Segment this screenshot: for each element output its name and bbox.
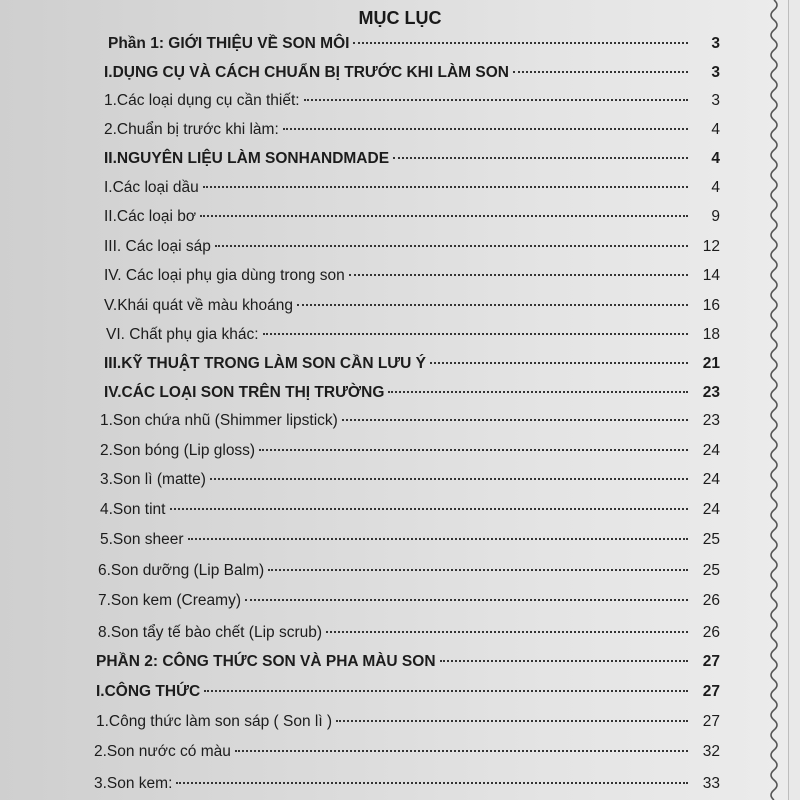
toc-entry [0,531,800,555]
toc-entry-page: 27 [702,653,720,670]
toc-entry-page: 25 [702,531,720,548]
toc-entry [0,92,800,116]
toc-entry-page: 4 [711,179,720,196]
toc-entry-label: VI. Chất phụ gia khác: [106,326,259,343]
toc-entry-page: 12 [702,238,720,255]
toc-entry [0,150,800,174]
toc-entry [0,326,800,350]
toc-entry-label: 5.Son sheer [100,531,184,548]
toc-entry-label: 3.Son kem: [94,775,173,792]
toc-entry [0,442,800,466]
toc-entry-label: 1.Son chứa nhũ (Shimmer lipstick) [100,412,338,429]
dot-leader [342,419,688,421]
toc-entry-page: 27 [702,713,720,730]
toc-entry [0,592,800,616]
toc-title: MỤC LỤC [358,8,442,28]
dot-leader [393,157,688,159]
toc-entry-page: 3 [711,64,720,81]
toc-entry-page: 4 [711,150,720,167]
toc-entry-page: 3 [711,35,720,52]
dot-leader [210,478,688,480]
toc-entry-label: I.Các loại dầu [104,179,199,196]
toc-entry [0,743,800,767]
toc-entry [0,775,800,799]
toc-entry [0,713,800,737]
toc-entry-page: 32 [702,743,720,760]
toc-entry-page: 21 [702,355,720,372]
dot-leader [283,128,688,130]
toc-entry-page: 4 [711,121,720,138]
dot-leader [388,391,688,393]
dot-leader [176,782,688,784]
toc-entry-label: 7.Son kem (Creamy) [98,592,241,609]
toc-entry-label: 2.Son bóng (Lip gloss) [100,442,256,459]
toc-entry-label: IV.CÁC LOẠI SON TRÊN THỊ TRƯỜNG [104,384,385,401]
dot-leader [188,538,688,540]
toc-entry [0,64,800,88]
toc-entry-label: 1.Các loại dụng cụ cần thiết: [104,92,300,109]
dot-leader [200,215,688,217]
toc-entry-label: V.Khái quát về màu khoáng [104,297,294,314]
toc-entry-label: II.NGUYÊN LIỆU LÀM SONHANDMADE [104,150,390,167]
dot-leader [430,362,688,364]
toc-entry-label: 3.Son lì (matte) [100,471,206,488]
dot-leader [336,720,688,722]
toc-entry-page: 16 [702,297,720,314]
dot-leader [203,186,688,188]
toc-entry-page: 23 [702,412,720,429]
toc-entry [0,384,800,408]
toc-entry [0,121,800,145]
toc-entry-page: 25 [702,562,720,579]
toc-entry-page: 26 [702,624,720,641]
toc-entry-label: 4.Son tint [100,501,166,518]
toc-entry-page: 24 [702,501,720,518]
dot-leader [259,449,688,451]
dot-leader [204,690,688,692]
dot-leader [263,333,688,335]
dot-leader [353,42,688,44]
dot-leader [268,569,688,571]
toc-entry-label: PHẦN 2: CÔNG THỨC SON VÀ PHA MÀU SON [96,653,436,670]
dot-leader [513,71,688,73]
dot-leader [326,631,688,633]
dot-leader [349,274,688,276]
dot-leader [170,508,689,510]
toc-entry [0,624,800,648]
toc-entry-label: III.KỸ THUẬT TRONG LÀM SON CẦN LƯU Ý [104,355,426,372]
toc-entry [0,267,800,291]
toc-entry-page: 26 [702,592,720,609]
dot-leader [215,245,688,247]
dot-leader [440,660,688,662]
dot-leader [304,99,688,101]
toc-entry-page: 27 [702,683,720,700]
toc-entry-label: IV. Các loại phụ gia dùng trong son [104,267,345,284]
toc-entry-page: 3 [711,92,720,109]
dot-leader [245,599,688,601]
toc-entry-label: III. Các loại sáp [104,238,211,255]
toc-entry [0,355,800,379]
toc-entry-label: 2.Chuẩn bị trước khi làm: [104,121,279,138]
toc-entry [0,297,800,321]
toc-entry [0,683,800,707]
toc-entry-page: 18 [702,326,720,343]
toc-entry-label: 8.Son tẩy tế bào chết (Lip scrub) [98,624,323,641]
toc-entry-page: 33 [702,775,720,792]
toc-entry [0,35,800,59]
toc-entry-label: 6.Son dưỡng (Lip Balm) [98,562,265,579]
toc-entry-page: 9 [711,208,720,225]
toc-entry-page: 23 [702,384,720,401]
toc-entry-label: II.Các loại bơ [104,208,197,225]
toc-entry-label: 2.Son nước có màu [94,743,231,760]
toc-entry [0,412,800,436]
toc-entry-page: 24 [702,471,720,488]
toc-entry-label: Phần 1: GIỚI THIỆU VỀ SON MÔI [108,35,350,52]
toc-entry [0,471,800,495]
toc-entry [0,501,800,525]
toc-entry [0,208,800,232]
toc-entry [0,653,800,677]
dot-leader [297,304,688,306]
toc-entry-label: I.DỤNG CỤ VÀ CÁCH CHUẨN BỊ TRƯỚC KHI LÀM SON [104,64,509,81]
toc-entry-label: 1.Công thức làm son sáp ( Son lì ) [96,713,333,730]
dot-leader [235,750,688,752]
toc-entry [0,238,800,262]
toc-entry [0,562,800,586]
toc-entry-page: 24 [702,442,720,459]
toc-entry [0,179,800,203]
toc-entry-label: I.CÔNG THỨC [96,683,201,700]
toc-entry-page: 14 [702,267,720,284]
